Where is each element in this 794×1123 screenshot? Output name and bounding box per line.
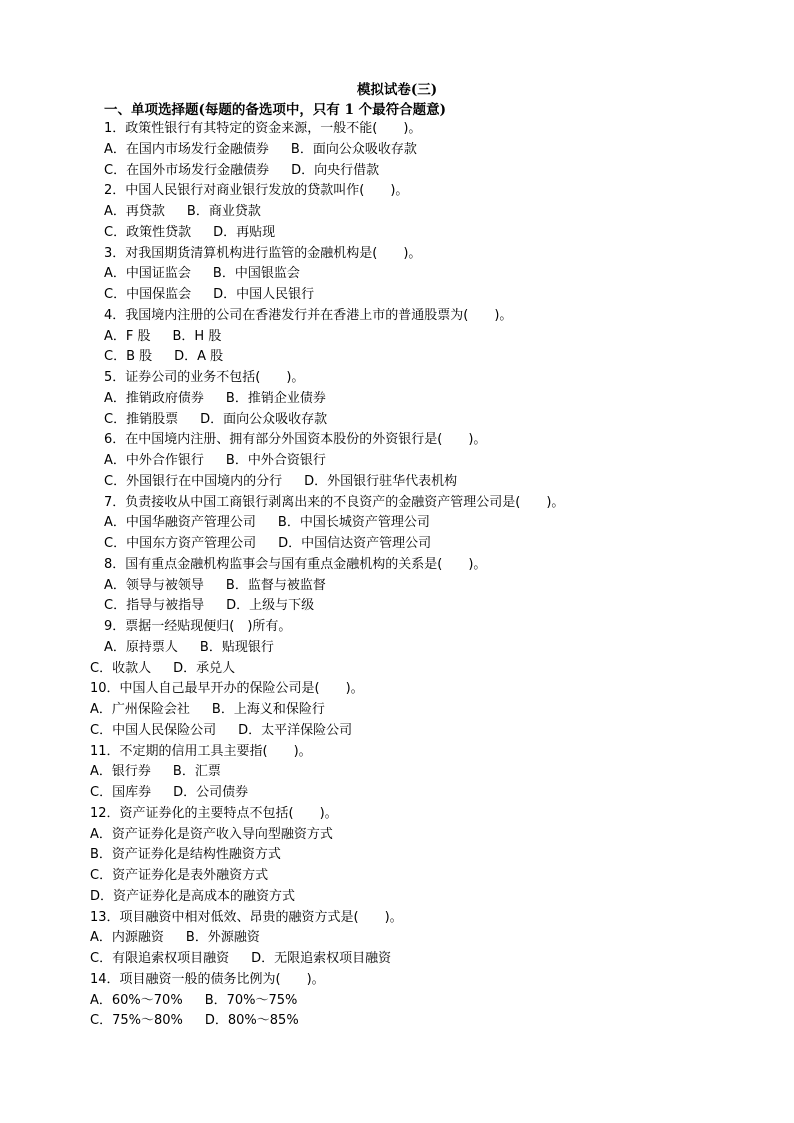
option-text: D．中国信达资产管理公司	[278, 536, 432, 551]
option-text: A．在国内市场发行金融债券	[104, 141, 269, 157]
option-text: A．领导与被领导	[104, 577, 204, 593]
option-row	[0, 534, 794, 555]
option-row	[0, 389, 794, 410]
question-text: 14．项目融资一般的债务比例为( )。	[90, 971, 325, 987]
question-text: 10．中国人自己最早开办的保险公司是( )。	[90, 681, 364, 697]
option-row	[0, 783, 794, 804]
option-row	[0, 700, 794, 721]
option-text: C．B 股	[104, 349, 153, 365]
option-text: C．指导与被指导	[104, 598, 205, 614]
question-text: 6．在中国境内注册、拥有部分外国资本股份的外资银行是( )。	[104, 432, 487, 448]
question-text: 5．证券公司的业务不包括( )。	[104, 370, 305, 385]
option-text: D．面向公众吸收存款	[200, 411, 328, 427]
option-text: D．A 股	[174, 349, 224, 365]
option-text: A．F 股	[104, 328, 151, 344]
option-row	[0, 140, 794, 161]
option-row	[0, 928, 794, 949]
option-text: B．汇票	[172, 764, 221, 780]
option-text: B．中外合资银行	[225, 453, 326, 468]
page-title: 模拟试卷(三)	[356, 82, 438, 98]
question-text: 11．不定期的信用工具主要指( )。	[90, 743, 312, 759]
question-text: 8．国有重点金融机构监事会与国有重点金融机构的关系是( )。	[104, 556, 487, 572]
question-text: 12．资产证券化的主要特点不包括( )。	[90, 805, 338, 821]
option-text: B．外源融资	[185, 930, 260, 946]
option-row	[0, 825, 794, 846]
question-text: 4．我国境内注册的公司在香港发行并在香港上市的普通股票为( )。	[104, 307, 513, 323]
option-text: C．收款人	[90, 660, 152, 676]
question-text: 7．负责接收从中国工商银行剥离出来的不良资产的金融资产管理公司是( )。	[104, 494, 565, 510]
question-text: 3．对我国期货清算机构进行监管的金融机构是( )。	[104, 245, 422, 261]
option-text: B．贴现银行	[199, 639, 274, 655]
option-text: C．国库券	[90, 785, 152, 800]
option-row	[0, 451, 794, 472]
option-text: A．再贷款	[104, 204, 165, 219]
option-row	[0, 991, 794, 1012]
option-text: B．面向公众吸收存款	[290, 141, 417, 157]
option-text: D．资产证券化是高成本的融资方式	[90, 888, 296, 904]
section-heading: 一、单项选择题(每题的备选项中，只有 1 个最符合题意)	[104, 102, 447, 118]
option-row	[0, 866, 794, 887]
option-text: B．中国长城资产管理公司	[277, 515, 430, 531]
option-row	[0, 887, 794, 908]
option-row	[0, 845, 794, 866]
option-text: D．太平洋保险公司	[238, 722, 353, 738]
option-text: A．中国证监会	[104, 266, 191, 282]
option-text: B．推销企业债券	[225, 390, 326, 406]
option-text: D．外国银行驻华代表机构	[304, 473, 458, 489]
option-text: C．中国东方资产管理公司	[104, 536, 257, 551]
option-text: D．80%～85%	[204, 1013, 299, 1029]
option-text: A．原持票人	[104, 639, 178, 655]
question-text: 2．中国人民银行对商业银行发放的贷款叫作( )。	[104, 183, 409, 199]
option-row	[0, 659, 794, 680]
option-row	[0, 1011, 794, 1032]
option-text: C．在国外市场发行金融债券	[104, 162, 270, 178]
option-text: A．内源融资	[90, 930, 164, 946]
option-row	[0, 762, 794, 783]
option-text: C．75%～80%	[90, 1013, 183, 1029]
option-text: D．无限追索权项目融资	[251, 951, 392, 966]
question-text: 9．票据一经贴现便归( )所有。	[104, 619, 292, 634]
option-text: D．再贴现	[213, 224, 276, 240]
option-text: A．银行券	[90, 764, 151, 780]
option-text: A．中外合作银行	[104, 453, 204, 468]
option-row	[0, 596, 794, 617]
option-text: D．承兑人	[173, 660, 236, 676]
option-text: B．中国银监会	[212, 266, 300, 282]
option-row	[0, 223, 794, 244]
option-row	[0, 161, 794, 182]
option-text: D．中国人民银行	[213, 287, 315, 302]
option-row	[0, 264, 794, 285]
option-row	[0, 721, 794, 742]
option-row	[0, 202, 794, 223]
option-text: D．向央行借款	[291, 162, 380, 178]
option-row	[0, 410, 794, 431]
option-text: B．资产证券化是结构性融资方式	[90, 847, 281, 863]
option-text: A．广州保险会社	[90, 702, 190, 717]
question-text: 13．项目融资中相对低效、昂贵的融资方式是( )。	[90, 909, 403, 925]
option-text: A．推销政府债券	[104, 390, 204, 406]
option-text: B．监督与被监督	[225, 577, 326, 593]
option-text: D．上级与下级	[226, 598, 315, 614]
option-text: A．中国华融资产管理公司	[104, 515, 256, 531]
option-row	[0, 513, 794, 534]
option-text: C．有限追索权项目融资	[90, 951, 230, 966]
option-text: B．H 股	[172, 328, 222, 344]
option-text: A．60%～70%	[90, 992, 183, 1008]
option-row	[0, 638, 794, 659]
option-text: C．外国银行在中国境内的分行	[104, 473, 283, 489]
option-text: A．资产证券化是资产收入导向型融资方式	[90, 826, 333, 842]
question-list	[0, 119, 794, 1032]
option-row	[0, 949, 794, 970]
option-row	[0, 327, 794, 348]
option-text: D．公司债券	[173, 785, 249, 800]
option-text: B．70%～75%	[204, 992, 298, 1008]
option-text: C．资产证券化是表外融资方式	[90, 868, 269, 883]
option-text: C．政策性贷款	[104, 224, 192, 240]
option-text: C．中国保监会	[104, 287, 192, 302]
option-row	[0, 576, 794, 597]
option-row	[0, 472, 794, 493]
option-text: B．上海义和保险行	[211, 702, 325, 717]
option-text: C．推销股票	[104, 411, 179, 427]
option-text: C．中国人民保险公司	[90, 722, 217, 738]
question-text: 1．政策性银行有其特定的资金来源，一般不能( )。	[104, 121, 422, 136]
option-row	[0, 347, 794, 368]
option-text: B．商业贷款	[186, 204, 261, 219]
option-row	[0, 285, 794, 306]
